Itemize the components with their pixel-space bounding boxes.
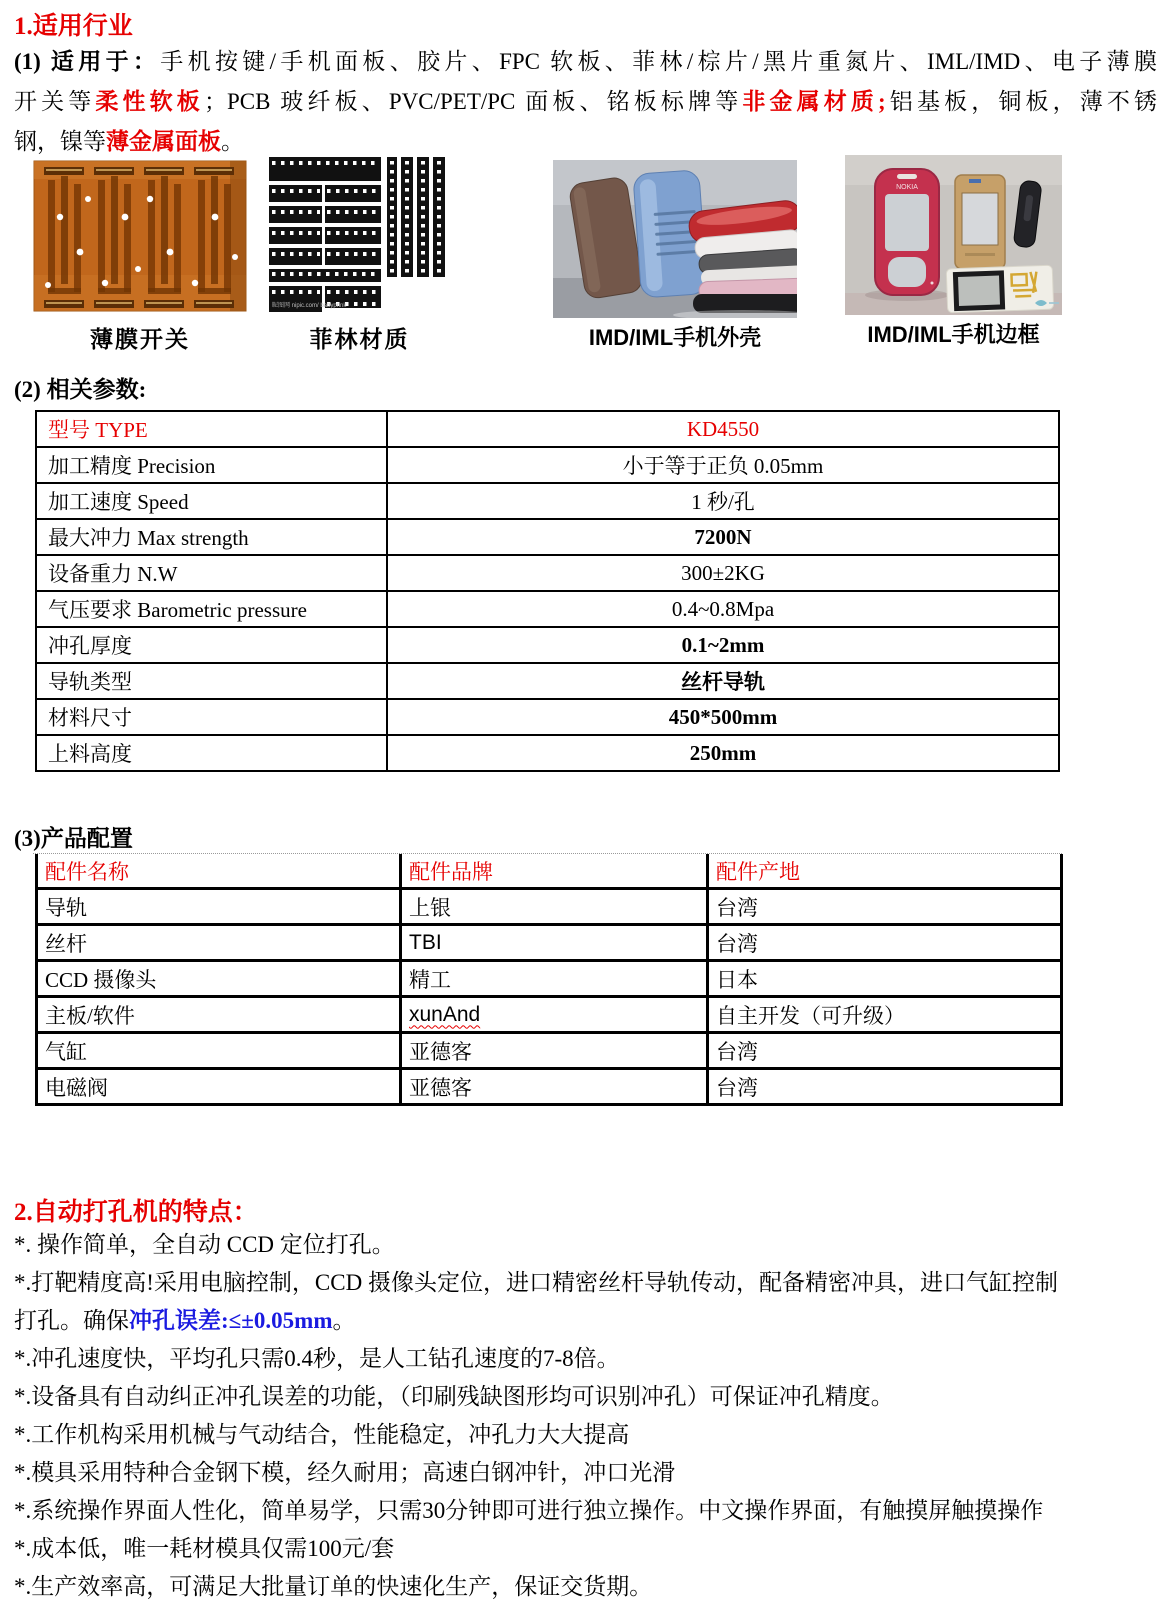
config-header-row bbox=[37, 854, 1062, 889]
feature-bullet bbox=[14, 1530, 1162, 1568]
param-value: 7200N bbox=[387, 519, 1059, 555]
param-label: 气压要求 Barometric pressure bbox=[36, 591, 387, 627]
text-run: 非金属材质; bbox=[742, 89, 886, 114]
text-run: 。 bbox=[221, 129, 244, 154]
nokia-brand-text: NOKIA bbox=[896, 184, 918, 191]
figure-caption: 菲林材质 bbox=[309, 326, 410, 352]
section2-heading: (2) 相关参数: bbox=[14, 377, 147, 402]
text-run: *.工作机构采用机械与气动结合，性能稳定，冲孔力大大提高 bbox=[14, 1422, 630, 1447]
text-run: *.生产效率高，可满足大批量订单的快速化生产，保证交货期。 bbox=[14, 1574, 653, 1599]
figure-caption: IMD/IML手机外壳 bbox=[588, 325, 762, 350]
param-value: 250mm bbox=[387, 735, 1059, 771]
section1-heading: 1.适用行业 bbox=[14, 13, 133, 40]
param-value: 1 秒/孔 bbox=[387, 483, 1059, 519]
feature-bullet bbox=[14, 1226, 1162, 1264]
parameters-table-body bbox=[36, 411, 1059, 771]
text-run: *.模具采用特种合金钢下模，经久耐用；高速白钢冲针，冲口光滑 bbox=[14, 1460, 676, 1485]
config-part-name: CCD 摄像头 bbox=[37, 961, 401, 997]
param-row bbox=[36, 447, 1059, 483]
phone-frame-photo bbox=[845, 155, 1062, 315]
text-run: 打孔。确保 bbox=[14, 1308, 129, 1333]
photo-watermark: 昵图网 nipic.com/ babyprink bbox=[272, 303, 347, 309]
param-row bbox=[36, 699, 1059, 735]
text-run: 手机按键/手机面板、胶片、FPC 软板、菲林/棕片/黑片重氮片、IML/IMD、电子薄膜 bbox=[160, 49, 1157, 74]
config-header-cell: 配件名称 bbox=[37, 854, 401, 889]
config-header-cell: 配件产地 bbox=[708, 854, 1062, 889]
param-value: 300±2KG bbox=[387, 555, 1059, 591]
membrane-switch-photo bbox=[30, 157, 250, 318]
config-part-name: 导轨 bbox=[37, 889, 401, 925]
param-value: 0.4~0.8Mpa bbox=[387, 591, 1059, 627]
parameters-table bbox=[35, 410, 1060, 772]
text-run: 。 bbox=[332, 1308, 356, 1333]
text-run: 铝基板，铜板，薄不锈 bbox=[885, 89, 1157, 114]
text-run: 冲孔误差:≤±0.05mm bbox=[129, 1308, 333, 1333]
text-run: 开关等 bbox=[14, 89, 96, 114]
config-brand: 亚德客 bbox=[401, 1069, 708, 1105]
param-label: 材料尺寸 bbox=[36, 699, 387, 735]
config-origin: 台湾 bbox=[708, 889, 1062, 925]
feature-bullet bbox=[14, 1568, 1162, 1606]
text-run: *.冲孔速度快，平均孔只需0.4秒，是人工钻孔速度的7-8倍。 bbox=[14, 1346, 620, 1371]
param-label: 型号 TYPE bbox=[36, 411, 387, 447]
config-table bbox=[35, 854, 1063, 1106]
config-part-name: 丝杆 bbox=[37, 925, 401, 961]
param-row bbox=[36, 591, 1059, 627]
config-row bbox=[37, 997, 1062, 1033]
feature-bullet bbox=[14, 1416, 1162, 1454]
param-row bbox=[36, 627, 1059, 663]
text-run: (1) 适用于： bbox=[14, 49, 161, 74]
config-part-name: 主板/软件 bbox=[37, 997, 401, 1033]
config-row bbox=[37, 1069, 1062, 1105]
param-label: 加工速度 Speed bbox=[36, 483, 387, 519]
config-table-body bbox=[37, 889, 1062, 1105]
config-brand: TBI bbox=[401, 925, 708, 961]
figure-phone-frames bbox=[845, 155, 1062, 349]
text-run: 柔性软板 bbox=[95, 89, 204, 114]
param-row bbox=[36, 519, 1059, 555]
feature-bullet bbox=[14, 1340, 1162, 1378]
param-label: 导轨类型 bbox=[36, 663, 387, 699]
applicable-industries-paragraph bbox=[14, 42, 1157, 162]
config-brand: 亚德客 bbox=[401, 1033, 708, 1069]
film-material-photo bbox=[267, 155, 452, 318]
param-label: 加工精度 Precision bbox=[36, 447, 387, 483]
features-list bbox=[14, 1226, 1162, 1606]
param-label: 冲孔厚度 bbox=[36, 627, 387, 663]
param-label: 上料高度 bbox=[36, 735, 387, 771]
param-value: 小于等于正负 0.05mm bbox=[387, 447, 1059, 483]
config-origin: 日本 bbox=[708, 961, 1062, 997]
figure-phone-shells bbox=[553, 160, 797, 352]
feature-bullet bbox=[14, 1492, 1162, 1530]
param-row bbox=[36, 483, 1059, 519]
config-origin: 台湾 bbox=[708, 1069, 1062, 1105]
text-run: *.打靶精度高!采用电脑控制，CCD 摄像头定位，进口精密丝杆导轨传动，配备精密冲具，进口气缸控制 bbox=[14, 1270, 1058, 1295]
config-row bbox=[37, 925, 1062, 961]
text-run: 薄金属面板 bbox=[106, 129, 221, 154]
feature-bullet bbox=[14, 1264, 1162, 1340]
config-origin: 台湾 bbox=[708, 925, 1062, 961]
config-row bbox=[37, 889, 1062, 925]
text-run: 钢，镍等 bbox=[14, 129, 106, 154]
config-brand: 精工 bbox=[401, 961, 708, 997]
config-origin: 台湾 bbox=[708, 1033, 1062, 1069]
param-label: 设备重力 N.W bbox=[36, 555, 387, 591]
figure-film-material bbox=[267, 155, 452, 354]
config-row bbox=[37, 1033, 1062, 1069]
config-brand: 上银 bbox=[401, 889, 708, 925]
text-run: ；PCB 玻纤板、PVC/PET/PC 面板、铭板标牌等 bbox=[203, 89, 743, 114]
param-value: KD4550 bbox=[387, 411, 1059, 447]
param-row bbox=[36, 411, 1059, 447]
config-header-cell: 配件品牌 bbox=[401, 854, 708, 889]
text-run: *.成本低，唯一耗材模具仅需100元/套 bbox=[14, 1536, 395, 1561]
config-part-name: 气缸 bbox=[37, 1033, 401, 1069]
phone-shell-photo bbox=[553, 160, 797, 318]
param-row bbox=[36, 555, 1059, 591]
paragraph-line bbox=[14, 42, 1157, 82]
feature-bullet bbox=[14, 1378, 1162, 1416]
figure-membrane-switch bbox=[30, 157, 250, 354]
config-origin: 自主开发（可升级） bbox=[708, 997, 1062, 1033]
section4-heading: 2.自动打孔机的特点： bbox=[14, 1199, 258, 1226]
config-brand: xunAnd bbox=[401, 997, 708, 1033]
param-value: 丝杆导轨 bbox=[387, 663, 1059, 699]
config-row bbox=[37, 961, 1062, 997]
text-run: *. 操作简单，全自动 CCD 定位打孔。 bbox=[14, 1232, 395, 1257]
figure-caption: IMD/IML手机边框 bbox=[867, 322, 1040, 347]
param-label: 最大冲力 Max strength bbox=[36, 519, 387, 555]
text-run: *.设备具有自动纠正冲孔误差的功能，（印刷残缺图形均可识别冲孔）可保证冲孔精度。 bbox=[14, 1384, 894, 1409]
section3-heading: (3)产品配置 bbox=[14, 826, 133, 851]
param-value: 450*500mm bbox=[387, 699, 1059, 735]
feature-bullet bbox=[14, 1454, 1162, 1492]
param-row bbox=[36, 663, 1059, 699]
figure-caption: 薄膜开关 bbox=[90, 326, 190, 352]
param-row bbox=[36, 735, 1059, 771]
text-run: *.系统操作界面人性化，简单易学，只需30分钟即可进行独立操作。中文操作界面，有触摸屏触摸操作 bbox=[14, 1498, 1044, 1523]
param-value: 0.1~2mm bbox=[387, 627, 1059, 663]
paragraph-line bbox=[14, 82, 1157, 122]
config-part-name: 电磁阀 bbox=[37, 1069, 401, 1105]
